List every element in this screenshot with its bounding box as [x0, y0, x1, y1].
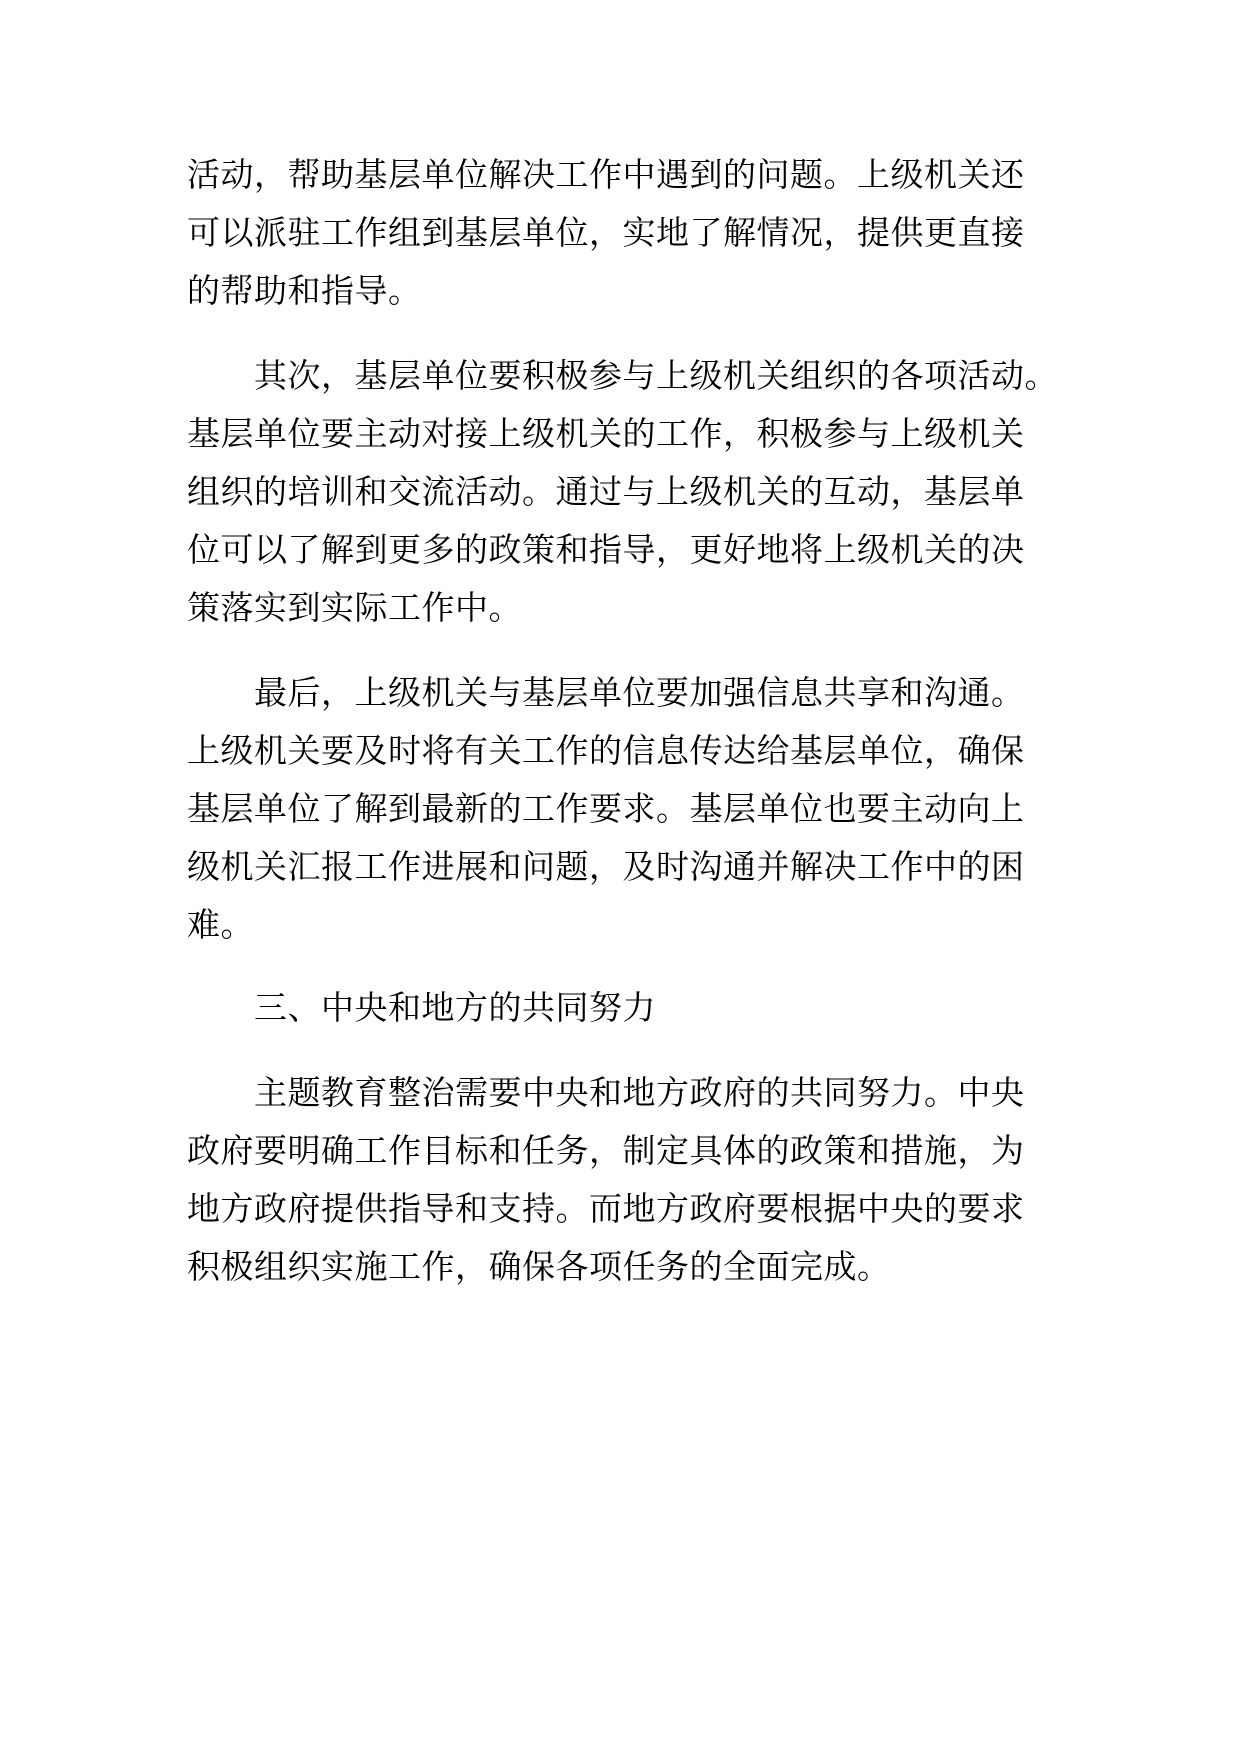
- paragraph-line: 地方政府提供指导和支持。而地方政府要根据中央的要求: [187, 1189, 1025, 1228]
- paragraph-line: 基层单位了解到最新的工作要求。基层单位也要主动向上: [187, 789, 1025, 828]
- paragraph-line: 活动，帮助基层单位解决工作中遇到的问题。上级机关还: [187, 155, 1025, 194]
- paragraph-line: 的帮助和指导。: [187, 271, 422, 310]
- paragraph-line: 级机关汇报工作进展和问题，及时沟通并解决工作中的困: [187, 847, 1025, 886]
- paragraph-line: 组织的培训和交流活动。通过与上级机关的互动，基层单: [187, 472, 1025, 511]
- paragraph-line: 主题教育整治需要中央和地方政府的共同努力。中央: [187, 1073, 1025, 1112]
- paragraph-line: 最后，上级机关与基层单位要加强信息共享和沟通。: [187, 673, 1025, 712]
- paragraph-line: 可以派驻工作组到基层单位，实地了解情况，提供更直接: [187, 213, 1025, 252]
- paragraph-line: 其次，基层单位要积极参与上级机关组织的各项活动。: [187, 356, 1058, 395]
- paragraph-line: 位可以了解到更多的政策和指导，更好地将上级机关的决: [187, 530, 1025, 569]
- paragraph-line: 积极组织实施工作，确保各项任务的全面完成。: [187, 1247, 891, 1286]
- paragraph-line: 上级机关要及时将有关工作的信息传达给基层单位，确保: [187, 731, 1025, 770]
- paragraph-line: 基层单位要主动对接上级机关的工作，积极参与上级机关: [187, 414, 1025, 453]
- paragraph-line: 难。: [187, 905, 254, 944]
- paragraph-line: 政府要明确工作目标和任务，制定具体的政策和措施，为: [187, 1131, 1025, 1170]
- paragraph-line: 策落实到实际工作中。: [187, 588, 522, 627]
- section-heading: 三、中央和地方的共同努力: [187, 988, 656, 1027]
